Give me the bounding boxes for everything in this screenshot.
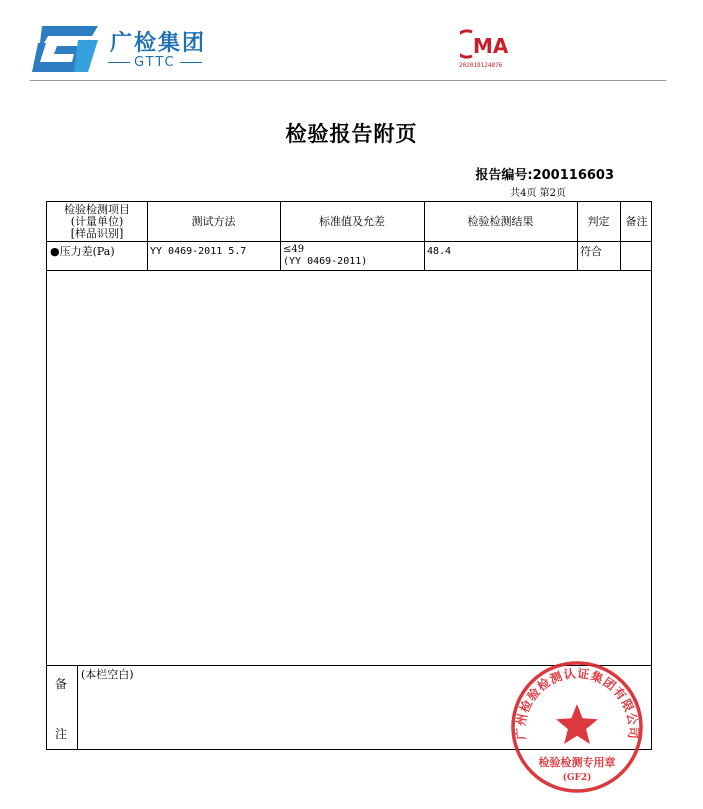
header-item-line2: (计量单位) xyxy=(70,214,124,228)
notes-text: (本栏空白) xyxy=(81,668,134,681)
row-judgement: 符合 xyxy=(580,245,602,258)
header-result: 检验检测结果 xyxy=(467,214,534,228)
seal-code: (GF2) xyxy=(562,773,592,783)
header-remark: 备注 xyxy=(625,214,648,228)
cma-mark-icon xyxy=(460,28,516,60)
header-item-line1: 检验检测项目 xyxy=(64,202,130,216)
seal-ring-text: 广州检验检测认证集团有限公司 xyxy=(513,666,641,741)
row-item: ●压力差(Pa) xyxy=(50,245,115,258)
report-number: 报告编号:200116603 xyxy=(475,168,614,183)
company-name: 广检集团 xyxy=(110,31,207,56)
company-abbr xyxy=(108,55,202,70)
official-seal-icon xyxy=(510,660,644,794)
ma-number: 202019124876 xyxy=(459,62,503,69)
page-title: 检验报告附页 xyxy=(285,121,418,146)
header-method: 测试方法 xyxy=(191,214,236,228)
notes-label-bottom: 注 xyxy=(55,727,68,741)
seal-center-text: 检验检测专用章 xyxy=(538,756,616,769)
row-standard-line1: ≤49 xyxy=(283,244,305,255)
header-divider xyxy=(30,80,666,81)
row-standard xyxy=(283,244,423,268)
gttc-logo-icon xyxy=(32,26,98,72)
header-judgement: 判定 xyxy=(587,214,610,228)
company-abbr-text: GTTC xyxy=(134,55,176,70)
row-method: YY 0469-2011 5.7 xyxy=(150,246,247,257)
header-item xyxy=(47,202,147,241)
ma-label: MA xyxy=(473,34,509,58)
header-item-line3: [样品识别] xyxy=(70,226,124,240)
page-info: 共4页 第2页 xyxy=(510,188,566,199)
row-standard-line2: (YY 0469-2011) xyxy=(283,256,368,267)
row-result: 48.4 xyxy=(427,246,452,257)
notes-label-top: 备 xyxy=(55,677,68,691)
header-standard: 标准值及允差 xyxy=(319,214,385,228)
